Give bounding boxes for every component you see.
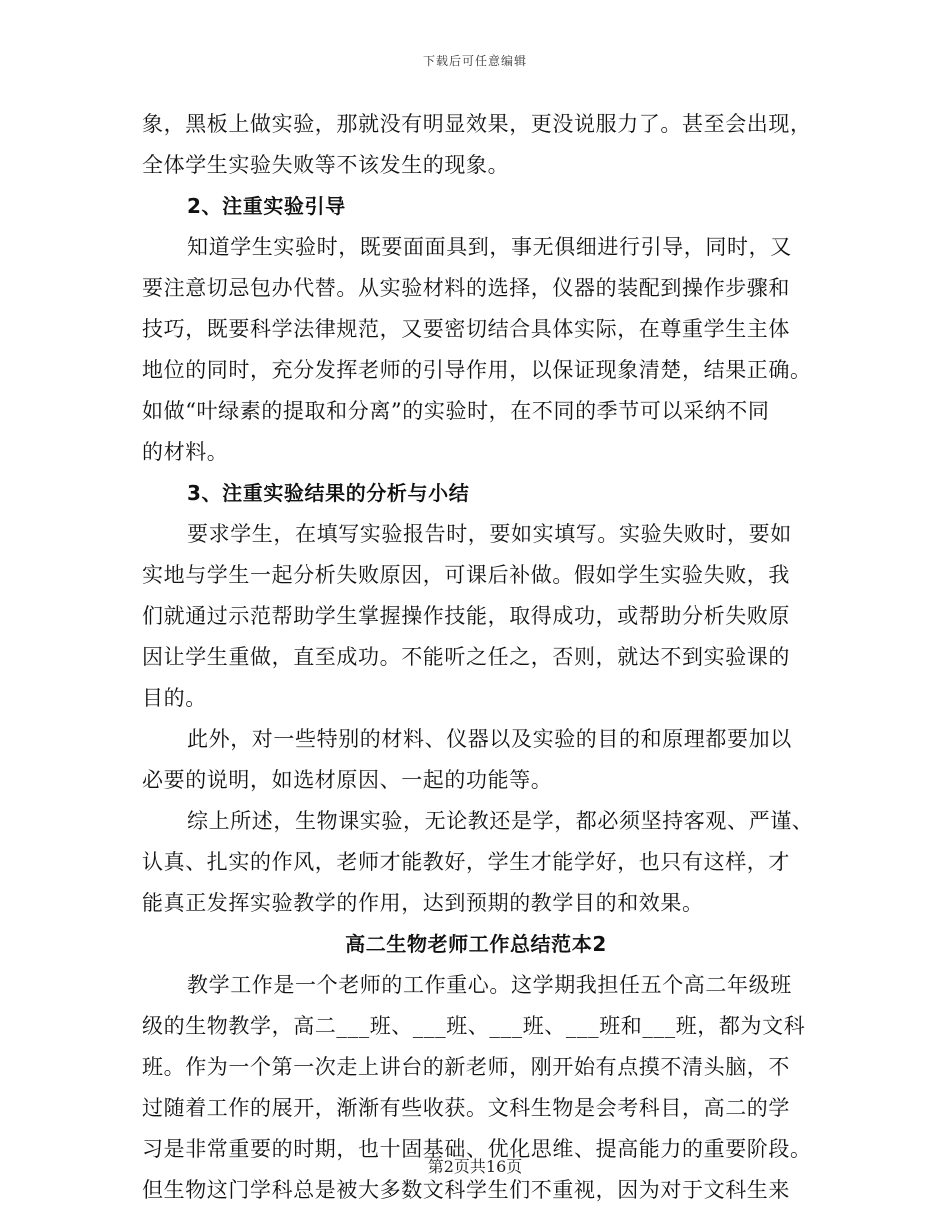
body-line: 如做“叶绿素的提取和分离”的实验时，在不同的季节可以采纳不同 xyxy=(142,399,770,423)
document-title: 高二生物老师工作总结范本2 xyxy=(345,932,607,956)
body-line: 级的生物教学，高二___班、___班、___班、___班和___班，都为文科 xyxy=(142,1014,806,1038)
document-body xyxy=(142,104,814,1211)
body-line: 知道学生实验时，既要面面具到，事无俱细进行引导，同时，又 xyxy=(187,235,792,259)
body-line: 们就通过示范帮助学生掌握操作技能，取得成功，或帮助分析失败原 xyxy=(142,604,790,628)
body-line: 要求学生，在填写实验报告时，要如实填写。实验失败时，要如 xyxy=(187,522,792,546)
body-line: 班。作为一个第一次走上讲台的新老师，刚开始有点摸不清头脑，不 xyxy=(142,1055,790,1079)
body-line: 习是非常重要的时期，也十固基础、优化思维、提高能力的重要阶段。 xyxy=(142,1137,812,1161)
body-line: 要注意切忌包办代替。从实验材料的选择，仪器的装配到操作步骤和 xyxy=(142,276,790,300)
body-line: 此外，对一些特别的材料、仪器以及实验的目的和原理都要加以 xyxy=(187,727,792,751)
header-note: 下载后可任意编辑 xyxy=(422,54,527,68)
body-line: 过随着工作的展开，渐渐有些收获。文科生物是会考科目，高二的学 xyxy=(142,1096,790,1120)
section-heading: 2、注重实验引导 xyxy=(187,194,346,218)
body-line: 的材料。 xyxy=(142,440,229,464)
body-line: 综上所述，生物课实验，无论教还是学，都必须坚持客观、严谨、 xyxy=(187,809,814,833)
body-line: 认真、扎实的作风，老师才能教好，学生才能学好，也只有这样，才 xyxy=(142,850,790,874)
body-line: 目的。 xyxy=(142,686,207,710)
body-line: 教学工作是一个老师的工作重心。这学期我担任五个高二年级班 xyxy=(187,973,792,997)
body-line: 能真正发挥实验教学的作用，达到预期的教学目的和效果。 xyxy=(142,891,704,915)
body-line: 全体学生实验失败等不该发生的现象。 xyxy=(142,153,510,177)
body-line: 实地与学生一起分析失败原因，可课后补做。假如学生实验失败，我 xyxy=(142,563,790,587)
body-line: 必要的说明，如选材原因、一起的功能等。 xyxy=(142,768,553,792)
page-footer: 第2页共16页 xyxy=(427,1157,523,1176)
body-line: 技巧，既要科学法律规范，又要密切结合具体实际，在尊重学生主体 xyxy=(142,317,790,341)
body-line: 地位的同时，充分发挥老师的引导作用，以保证现象清楚，结果正确。 xyxy=(142,358,812,382)
body-line: 因让学生重做，直至成功。不能听之任之，否则，就达不到实验课的 xyxy=(142,645,790,669)
section-heading: 3、注重实验结果的分析与小结 xyxy=(187,481,470,505)
body-line: 象，黑板上做实验，那就没有明显效果，更没说服力了。甚至会出现， xyxy=(142,112,812,136)
body-line: 但生物这门学科总是被大多数文科学生们不重视，因为对于文科生来 xyxy=(142,1178,790,1202)
